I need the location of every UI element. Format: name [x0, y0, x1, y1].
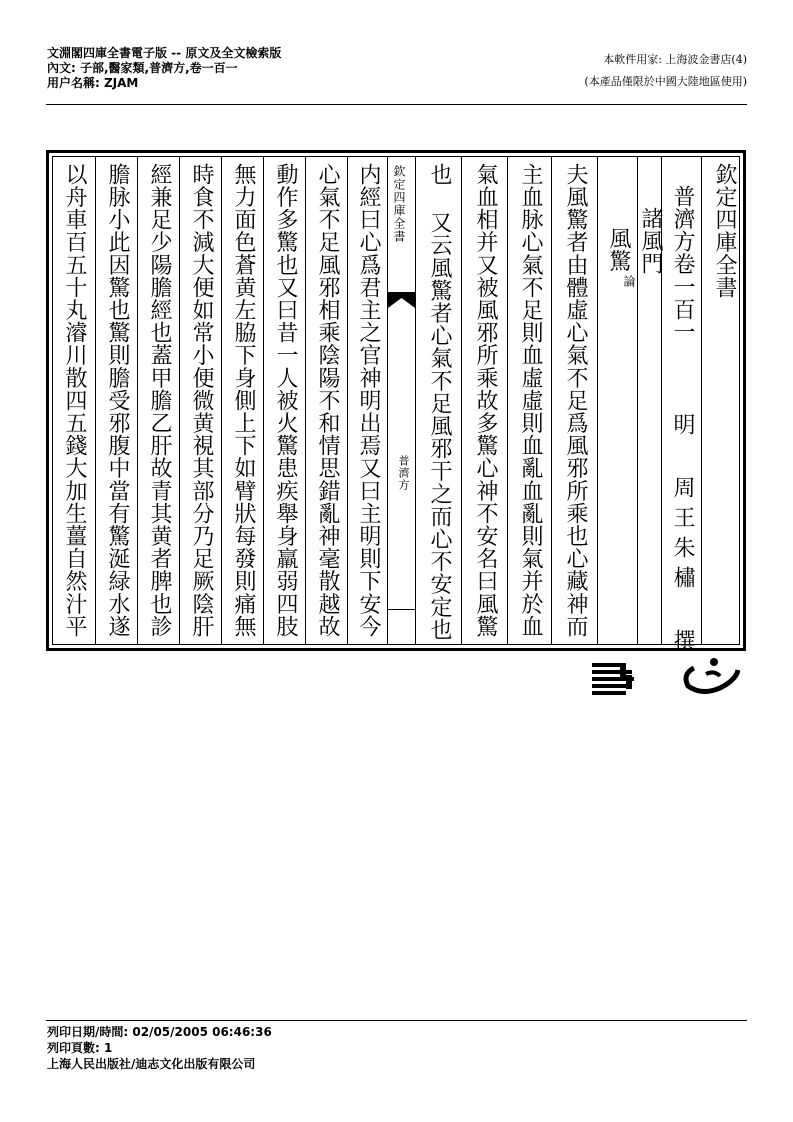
band-divider [388, 609, 415, 610]
section-column [637, 157, 661, 644]
author-line: 明 周王朱橚 撰 [670, 413, 695, 659]
text-column [507, 157, 551, 644]
header-divider [46, 104, 747, 105]
page-frame [46, 150, 746, 659]
text-column [263, 157, 305, 644]
footer-info [47, 1024, 272, 1072]
center-band [387, 157, 415, 644]
column-text: 無力面色蒼黄左脇下身側上下如臂狀每發則痛無 [231, 163, 256, 638]
header-region-note: (本產品僅限於中國大陸地區使用) [584, 75, 747, 88]
subsection-column [597, 157, 637, 644]
header-line-user: 用户名稱: ZJAM [47, 76, 139, 90]
collection-title: 欽定四庫全書 [712, 163, 737, 299]
publisher-credit: 上海人民出版社/迪志文化出版有限公司 [47, 1057, 256, 1071]
text-column [305, 157, 347, 644]
subsection-title: 風驚 [606, 227, 631, 273]
print-page-count: 列印頁數: 1 [47, 1041, 113, 1055]
column-text: 也 又云風驚者心氣不足風邪干之而心不安定也 [427, 163, 452, 641]
column-text: 氣血相并又被風邪所乘故多驚心神不安名曰風驚 [473, 163, 498, 638]
publisher-logo [590, 654, 746, 698]
column-text: 以舟車百五十丸濬川散四五錢大加生薑自然汁平 [62, 163, 87, 638]
column-text: 動作多驚也又曰昔一人被火驚患疾舉身羸弱四肢 [273, 163, 298, 638]
title-column [701, 157, 745, 644]
column-text: 夫風驚者由體虛心氣不足爲風邪所乘也心藏神而 [563, 163, 588, 638]
text-column [137, 157, 179, 644]
text-column [551, 157, 597, 644]
band-title: 欽定四庫全書 [392, 165, 406, 243]
book-title: 普濟方卷一百一 [670, 185, 695, 344]
header-info [47, 46, 281, 91]
header-line-edition: 文淵閣四庫全書電子版 -- 原文及全文檢索版 [47, 46, 282, 60]
text-column [179, 157, 221, 644]
fishtail-mark [388, 292, 415, 308]
text-column [415, 157, 461, 644]
text-column [461, 157, 507, 644]
text-column [53, 157, 95, 644]
column-text: 時食不減大便如常小便微黄視其部分乃足厥陰肝 [189, 163, 214, 638]
column-text: 主血脉心氣不足則血虛虛則血亂血亂則氣并於血 [518, 163, 543, 638]
text-column [95, 157, 137, 644]
book-column [661, 157, 701, 659]
header-line-content: 內文: 子部,醫家類,普濟方,卷一百一 [47, 61, 238, 75]
subsection-note: 論 [622, 275, 636, 288]
column-text: 膽脉小此因驚也驚則膽受邪腹中當有驚涎緑水遂 [105, 163, 130, 638]
column-text: 經兼足少陽膽經也蓋甲膽乙肝故青其黄者脾也診 [147, 163, 172, 638]
page-inner-border [52, 156, 740, 659]
text-column [347, 157, 387, 644]
text-column [221, 157, 263, 644]
header-licensee: 本軟件用家: 上海波金書店(4) [603, 53, 747, 66]
header-license [584, 49, 747, 93]
print-datetime: 列印日期/時間: 02/05/2005 06:46:36 [47, 1025, 272, 1039]
band-book-name: 普濟方 [397, 455, 410, 491]
section-title: 諸風門 [638, 207, 663, 275]
column-text: 内經曰心爲君主之官神明出焉又曰主明則下安今 [356, 163, 381, 638]
footer-divider [46, 1020, 747, 1021]
column-text: 心氣不足風邪相乘陰陽不和情思錯亂神毫散越故 [315, 163, 340, 638]
